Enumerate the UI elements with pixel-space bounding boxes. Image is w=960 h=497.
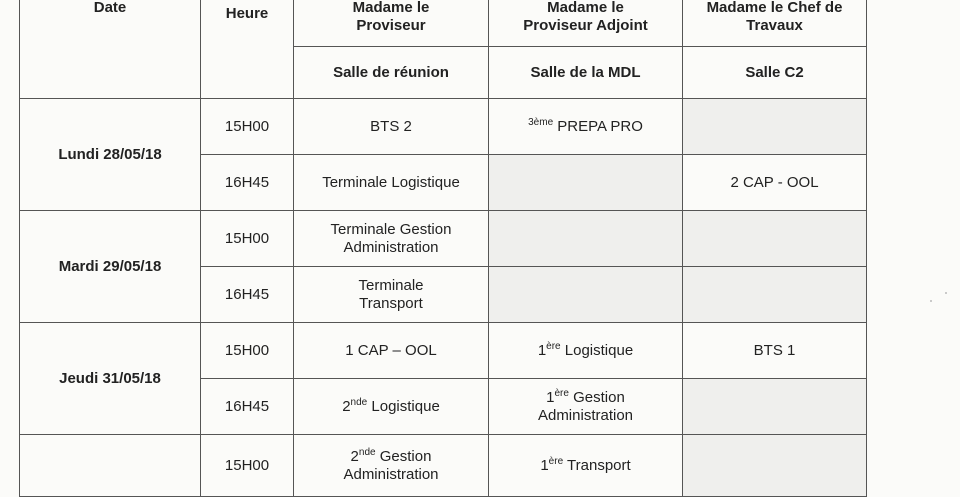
empty-cell xyxy=(683,99,867,155)
header-proviseur-adjoint: Madame le Proviseur Adjoint xyxy=(489,0,683,47)
class-cell: Terminale Logistique xyxy=(294,155,489,211)
class-cell: 1ère Gestion Administration xyxy=(489,379,683,435)
time-cell: 15H00 xyxy=(201,99,294,155)
time-cell: 15H00 xyxy=(201,211,294,267)
class-cell: BTS 2 xyxy=(294,99,489,155)
header-chef-travaux: Madame le Chef de Travaux xyxy=(683,0,867,47)
room-salle-reunion: Salle de réunion xyxy=(294,47,489,99)
time-cell: 16H45 xyxy=(201,379,294,435)
class-cell: 2nde Gestion Administration xyxy=(294,435,489,497)
class-cell: 2nde Logistique xyxy=(294,379,489,435)
date-cell: Lundi 28/05/18 xyxy=(20,99,201,211)
room-salle-c2: Salle C2 xyxy=(683,47,867,99)
table-row xyxy=(20,99,867,155)
room-salle-mdl: Salle de la MDL xyxy=(489,47,683,99)
table-row xyxy=(20,211,867,267)
date-cell: Mardi 29/05/18 xyxy=(20,211,201,323)
empty-cell xyxy=(683,379,867,435)
time-cell: 16H45 xyxy=(201,267,294,323)
empty-cell xyxy=(683,435,867,497)
table-row xyxy=(20,435,867,497)
time-cell: 15H00 xyxy=(201,435,294,497)
scan-speck xyxy=(945,292,947,294)
empty-cell xyxy=(489,267,683,323)
empty-cell xyxy=(683,211,867,267)
header-date: Date xyxy=(20,0,201,99)
class-cell: BTS 1 xyxy=(683,323,867,379)
class-cell: $^{3ème}$ PREPA PRO xyxy=(489,99,683,155)
empty-cell xyxy=(683,267,867,323)
empty-cell xyxy=(489,155,683,211)
schedule-table xyxy=(19,0,867,497)
class-cell: 1 CAP – OOL xyxy=(294,323,489,379)
time-cell: 15H00 xyxy=(201,323,294,379)
class-cell: 2 CAP - OOL xyxy=(683,155,867,211)
class-cell: 1ère Transport xyxy=(489,435,683,497)
date-cell xyxy=(20,435,201,497)
header-heure: Heure xyxy=(201,0,294,99)
scan-speck xyxy=(930,300,932,302)
date-cell: Jeudi 31/05/18 xyxy=(20,323,201,435)
table-row xyxy=(20,323,867,379)
class-cell: 1ère Logistique xyxy=(489,323,683,379)
class-cell: Terminale Gestion Administration xyxy=(294,211,489,267)
time-cell: 16H45 xyxy=(201,155,294,211)
class-cell: Terminale Transport xyxy=(294,267,489,323)
empty-cell xyxy=(489,211,683,267)
header-proviseur: Madame le Proviseur xyxy=(294,0,489,47)
